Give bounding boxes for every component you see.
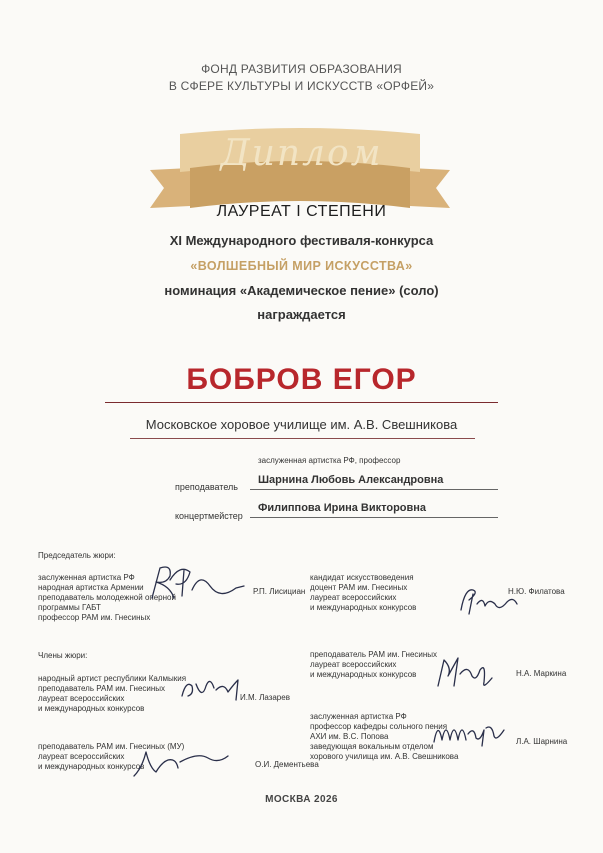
awarded-label: награждается	[257, 307, 346, 322]
jury-members-heading: Члены жюри:	[38, 651, 88, 660]
school-divider	[130, 438, 475, 439]
signature-filatova	[455, 582, 525, 618]
teacher-title: заслуженная артистка РФ, профессор	[258, 456, 401, 465]
ribbon-tail-right	[410, 168, 450, 208]
jury-lazarev-name: И.М. Лазарев	[240, 693, 290, 702]
jury-sharnina-credentials: заслуженная артистка РФ профессор кафедры сольного пения АХИ им. В.С. Попова заведующая вокальным отделом хорового училища им. А.В. Свешникова	[310, 712, 459, 761]
festival-title: XI Международного фестиваля-конкурса	[169, 233, 434, 248]
teacher-label: преподаватель	[175, 482, 238, 492]
signature-dementieva	[128, 738, 238, 782]
jury-markina-credentials: преподаватель РАМ им. Гнесиных лауреат всероссийских и международных конкурсов	[310, 650, 438, 679]
jury-dementieva-name: О.И. Дементьева	[255, 760, 319, 769]
recipient-school: Московское хоровое училище им. А.В. Свешникова	[145, 417, 458, 432]
jury-lazarev-credentials: народный артист республики Калмыкия преподаватель РАМ им. Гнесиных лауреат всероссийских и международных конкурсов	[38, 674, 187, 713]
accompanist-label: концертмейстер	[175, 511, 243, 521]
signature-lisitsian	[140, 560, 250, 605]
accompanist-underline	[250, 517, 498, 518]
recipient-name: БОБРОВ ЕГОР	[186, 363, 417, 396]
organizer-line-2: В СФЕРЕ КУЛЬТУРЫ И ИСКУССТВ «ОРФЕЙ»	[168, 79, 435, 93]
festival-name: «ВОЛШЕБНЫЙ МИР ИСКУССТВА»	[190, 259, 413, 273]
teacher-name: Шарнина Любовь Александровна	[258, 474, 444, 486]
organizer-line-1: ФОНД РАЗВИТИЯ ОБРАЗОВАНИЯ	[201, 62, 402, 76]
laureate-degree: ЛАУРЕАТ I СТЕПЕНИ	[216, 203, 387, 220]
jury-dementieva-credentials: преподаватель РАМ им. Гнесиных (МУ) лауреат всероссийских и международных конкурсов	[38, 742, 185, 771]
jury-markina-name: Н.А. Маркина	[516, 669, 567, 678]
teacher-underline	[250, 489, 498, 490]
jury-chair-credentials: заслуженная артистка РФ народная артистка Армении преподаватель молодежной оперной программы ГАБТ профессор РАМ им. Гнесиных	[38, 573, 176, 622]
jury-chair-heading: Председатель жюри:	[38, 551, 116, 560]
nomination: номинация «Академическое пение» (соло)	[164, 283, 439, 298]
diploma-word: Диплом	[220, 133, 383, 174]
accompanist-name: Филиппова Ирина Викторовна	[258, 502, 427, 514]
jury-filatova-credentials: кандидат искусствоведения доцент РАМ им. Гнесиных лауреат всероссийских и международных конкурсов	[310, 573, 417, 612]
ribbon-tail-left	[150, 168, 190, 208]
jury-filatova-name: Н.Ю. Филатова	[508, 587, 565, 596]
name-divider	[105, 402, 498, 403]
signature-markina	[430, 652, 510, 694]
signature-sharnina	[428, 712, 513, 750]
city-year: МОСКВА 2026	[265, 794, 338, 805]
jury-chair-name: Р.П. Лисициан	[253, 587, 306, 596]
jury-sharnina-name: Л.А. Шарнина	[516, 737, 568, 746]
